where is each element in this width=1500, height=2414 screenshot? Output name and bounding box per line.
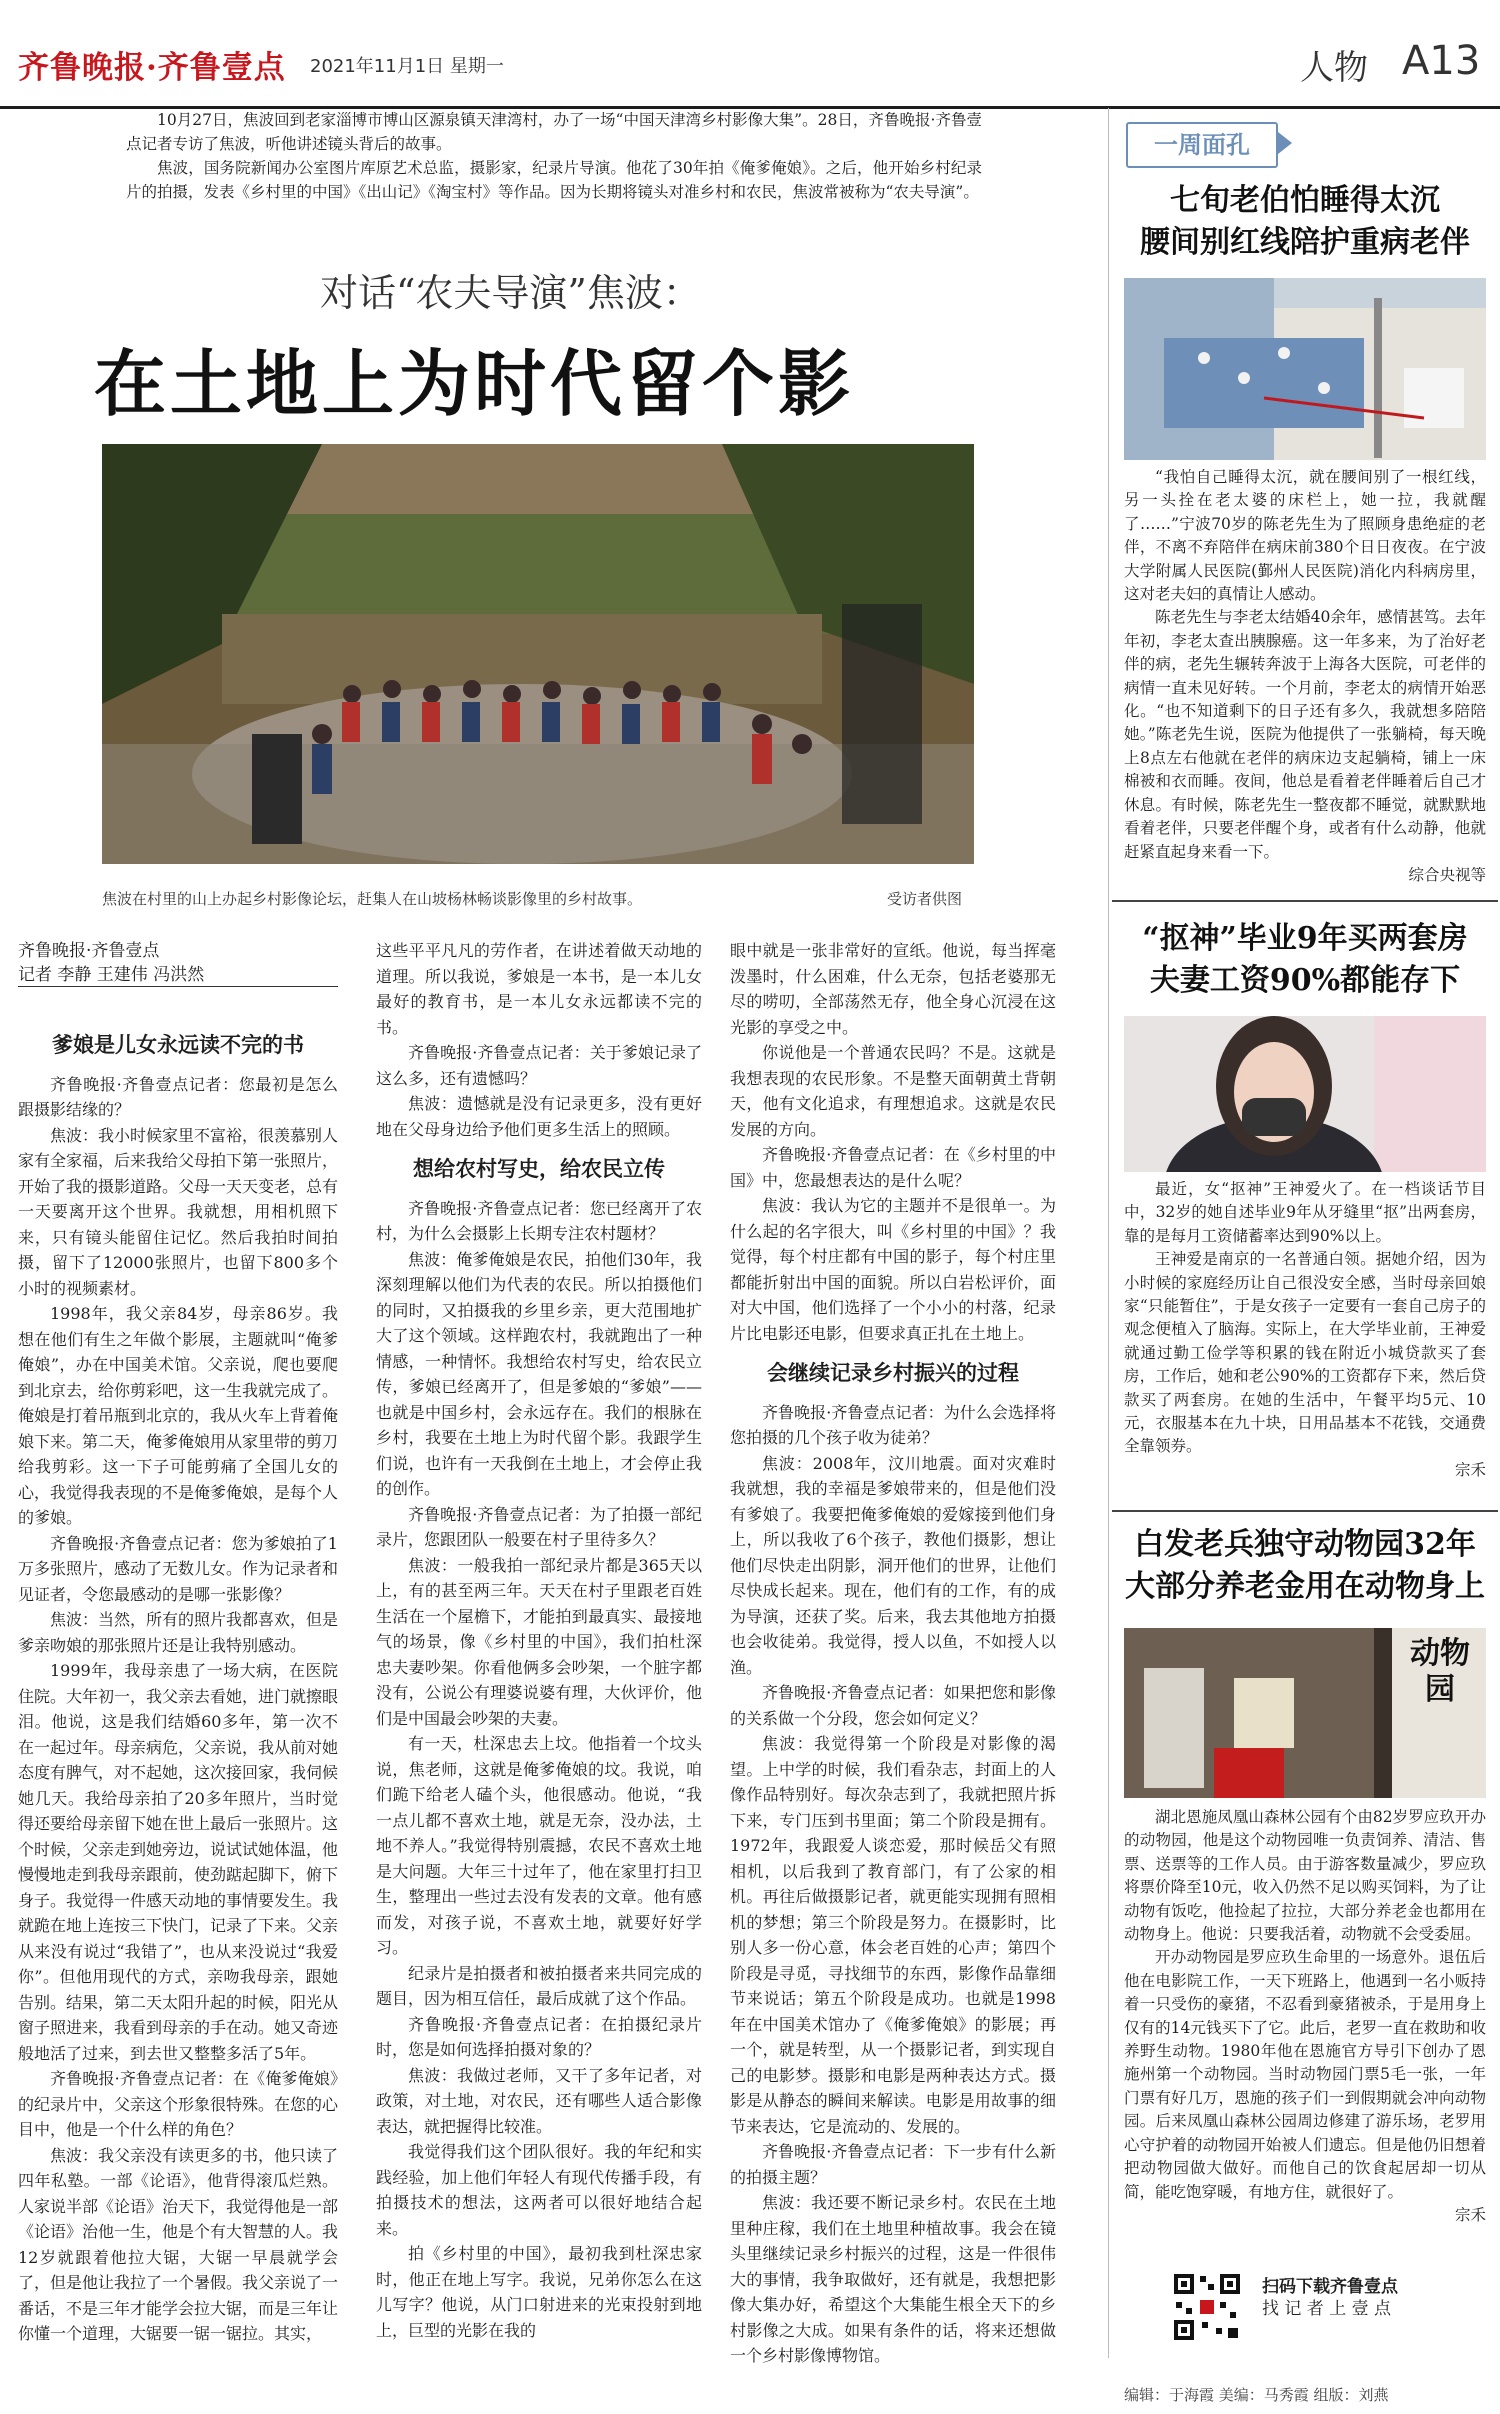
body-paragraph: 齐鲁晚报·齐鲁壹点记者：在拍摄纪录片时，您是如何选择拍摄对象的？ — [376, 2014, 702, 2059]
body-paragraph: 齐鲁晚报·齐鲁壹点记者：为什么会选择将您拍摄的几个孩子收为徒弟？ — [730, 1402, 1056, 1447]
body-paragraph: 齐鲁晚报·齐鲁壹点记者：您最初是怎么跟摄影结缘的？ — [18, 1074, 338, 1119]
section-heading: 爹娘是儿女永远读不完的书 — [52, 1032, 304, 1057]
sidebar-story1-title — [1120, 180, 1490, 264]
body-paragraph: 焦波：我觉得第一个阶段是对影像的渴望。上中学的时候，我们看杂志，封面上的人像作品特别好。每次杂志到了，我就把照片拆下来，专门压到书里面；第二个阶段是拥有。1972年，我跟爱人谈恋爱，那时候岳父有照相机，以后我到了教育部门，有了公家的相机。再往后做摄影记者，就更能实现拥有照相机的梦想；第三个阶段是努力。在摄影时，比别人多一份心意，体会老百姓的心声；第四个阶段是寻觅，寻找细节的东西，影像作品靠细节来说话；第五个阶段是成功。也就是1998年在中国美术馆办了《俺爹俺娘》的影展；再一个，就是转型，从一个摄影记者，到实现自己的电影梦。摄影和电影是两种表达方式。摄影是从静态的瞬间来解读。电影是用故事的细节来表达，它是流动的、发展的。 — [730, 1734, 1056, 2136]
body-paragraph: 焦波：我还要不断记录乡村。农民在土地里种庄稼，我们在土地里种植故事。我会在镜头里继续记录乡村振兴的过程，这是一件很伟大的事情，我争取做好，还有就是，我想把影像大集办好，希望这个大集能生根全天下的乡村影像之大成。如果有条件的话，将来还想做一个乡村影像博物馆。 — [730, 2193, 1056, 2365]
body-paragraph: 焦波：我父亲没有读更多的书，他只读了四年私塾。一部《论语》，他背得滚瓜烂熟。人家说半部《论语》治天下，我觉得他是一部《论语》治他一生，他是个有大智慧的人。我12岁就跟着他拉大锯，大锯一早晨就学会了，但是他让我拉了一个暑假。我父亲说了一番话，不是三年才能学会拉大锯，而是三年让你懂一个道理，大锯要一锯一锯拉。其实， — [18, 2145, 339, 2343]
article-column-1 — [18, 1018, 338, 2347]
body-paragraph: 纪录片是拍摄者和被拍摄者来共同完成的题目，因为相互信任，最后成就了这个作品。 — [376, 1963, 702, 2008]
sidebar-paragraph: 最近，女“抠神”王神爱火了。在一档谈话节目中，32岁的她自述毕业9年从牙缝里“抠”出两套房，靠的是每月工资储蓄率达到90%以上。 — [1124, 1180, 1486, 1245]
body-paragraph: 焦波：一般我拍一部纪录片都是365天以上，有的甚至两三年。天天在村子里跟老百姓生活在一个屋檐下，才能拍到最真实、最接地气的场景，像《乡村里的中国》，我们拍杜深忠夫妻吵架。你看他俩多会吵架，一个脏字都没有，公说公有理婆说婆有理，大伙评价，他们是中国最会吵架的夫妻。 — [376, 1555, 702, 1728]
sidebar-paragraph: 王神爱是南京的一名普通白领。据她介绍，因为小时候的家庭经历让自己很没安全感，当时母亲回娘家“只能暂住”，于是女孩子一定要有一套自己房子的观念便植入了脑海。实际上，在大学毕业前，王神爱就通过勤工俭学等积累的钱在附近小城贷款买了套房，工作后，她和老公90%的工资都存下来，然后贷款买了两套房。在她的生活中，午餐平均5元、10元，衣服基本在九十块，日用品基本不花钱，交通费全靠领券。 — [1124, 1250, 1486, 1456]
story3-photo-zoo-keeper — [1124, 1628, 1486, 1798]
body-paragraph: 你说他是一个普通农民吗？不是。这就是我想表现的农民形象。不是整天面朝黄土背朝天，他有文化追求，有理想追求。这就是农民发展的方向。 — [730, 1043, 1056, 1139]
body-paragraph: 齐鲁晚报·齐鲁壹点记者：关于爹娘记录了这么多，还有遗憾吗？ — [376, 1043, 702, 1088]
body-paragraph: 有一天，杜深忠去上坟。他指着一个坟头说，焦老师，这就是俺爹俺娘的坟。我说，咱们跪下给老人磕个头，他很感动。他说，“我一点儿都不喜欢土地，就是无奈，没办法，土地不养人。”我觉得特别震撼，农民不喜欢土地是大问题。大年三十过年了，他在家里打扫卫生，整理出一些过去没有发表的文章。他有感而发，对孩子说，不喜欢土地，就要好好学习。 — [376, 1734, 702, 1957]
issue-date: 2021年11月1日 星期一 — [310, 56, 504, 77]
body-paragraph: 眼中就是一张非常好的宣纸。他说，每当挥毫泼墨时，什么困难，什么无奈，包括老婆那无尽的唠叨，全部荡然无存，他全身心沉浸在这光影的享受之中。 — [730, 941, 1056, 1037]
body-paragraph: 齐鲁晚报·齐鲁壹点记者：为了拍摄一部纪录片，您跟团队一般要在村子里待多久？ — [376, 1504, 702, 1549]
body-paragraph: 焦波：遗憾就是没有记录更多，没有更好地在父母身边给予他们更多生活上的照顾。 — [376, 1094, 702, 1139]
photo-caption-text: 焦波在村里的山上办起乡村影像论坛，赶集人在山坡杨林畅谈影像里的乡村故事。 — [102, 890, 643, 908]
article-intro — [126, 108, 982, 204]
byline — [18, 940, 338, 987]
column-divider — [1108, 108, 1109, 2358]
page-number: A13 — [1402, 38, 1481, 84]
section-heading: 想给农村写史，给农民立传 — [413, 1156, 665, 1181]
body-paragraph: 焦波：我认为它的主题并不是很单一。为什么起的名字很大，叫《乡村里的中国》？我觉得，每个村庄都有中国的影子，每个村庄里都能折射出中国的面貌。所以白岩松评价，面对大中国，他们选择了一个小小的村落，纪录片比电影还电影，但要求真正扎在土地上。 — [730, 1196, 1056, 1343]
qr-caption-line: 扫码下载齐鲁壹点 — [1262, 2277, 1398, 2297]
intro-paragraph: 10月27日，焦波回到老家淄博市博山区源泉镇天津湾村，办了一场“中国天津湾乡村影像大集”。28日，齐鲁晚报·齐鲁壹点记者专访了焦波，听他讲述镜头背后的故事。 — [126, 111, 982, 153]
sidebar-story3-title — [1120, 1524, 1490, 1608]
editor-credits: 编辑：于海霞 美编：马秀霞 组版：刘燕 — [1124, 2386, 1389, 2404]
body-paragraph: 我觉得我们这个团队很好。我的年纪和实践经验，加上他们年轻人有现代传播手段，有拍摄技术的想法，这两者可以很好地结合起来。 — [376, 2142, 702, 2238]
body-paragraph: 齐鲁晚报·齐鲁壹点记者：下一步有什么新的拍摄主题？ — [730, 2142, 1056, 2187]
weekly-faces-badge: 一周面孔 — [1126, 122, 1278, 168]
section-name: 人物 — [1300, 48, 1368, 88]
section-heading: 会继续记录乡村振兴的过程 — [767, 1360, 1019, 1385]
body-paragraph: 焦波：2008年，汶川地震。面对灾难时我就想，我的幸福是爹娘带来的，但是他们没有爹娘了。我要把俺爹俺娘的爱嫁接到他们身上，所以我收了6个孩子，教他们摄影，想让他们尽快走出阴影，洞开他们的世界，让他们尽快成长起来。现在，他们有的工作，有的成为导演，还获了奖。后来，我去其他地方拍摄也会收徒弟。我觉得，授人以鱼，不如授人以渔。 — [730, 1453, 1056, 1677]
logo-dot: · — [146, 50, 158, 86]
sidebar-paragraph: 开办动物园是罗应玖生命里的一场意外。退伍后他在电影院工作，一天下班路上，他遇到一名小贩持着一只受伤的豪猪，不忍看到豪猪被杀，于是用身上仅有的14元钱买下了它。此后，老罗一直在救助和收养野生动物。1980年他在恩施官方导引下创办了恩施州第一个动物园。当时动物园门票5毛一张，一年门票有好几万，恩施的孩子们一到假期就会冲向动物园。后来凤凰山森林公园周边修建了游乐场，老罗用心守护着的动物园开始被人们遗忘。但是他仍旧想着把动物园做大做好。而他自己的饮食起居却一切从简，能吃饱穿暖，有地方住，就很好了。 — [1124, 1948, 1486, 2201]
qr-caption-line: 找 记 者 上 壹 点 — [1262, 2299, 1392, 2319]
body-paragraph: 焦波：我做过老师，又干了多年记者，对政策，对土地，对农民，还有哪些人适合影像表达，就把握得比较准。 — [376, 2065, 702, 2136]
story-title-line: “抠神”毕业9年买两套房 — [1142, 921, 1468, 956]
article-column-3 — [730, 938, 1056, 2369]
body-paragraph: 焦波：俺爹俺娘是农民，拍他们30年，我深刻理解以他们为代表的农民。所以拍摄他们的同时，又拍摄我的乡里乡亲，更大范围地扩大了这个领域。这样跑农村，我就跑出了一种情感，一种情怀。我想给农村写史，给农民立传，爹娘已经离开了，但是爹娘的“爹娘”——也就是中国乡村，会永远存在。我们的根脉在乡村，我要在土地上为时代留个影。我跟学生们说，也许有一天我倒在土地上，才会停止我的创作。 — [376, 1249, 702, 1498]
sidebar-story2-body — [1124, 1178, 1486, 1482]
body-paragraph: 拍《乡村里的中国》，最初我到杜深忠家时，他正在地上写字。我说，兄弟你怎么在这儿写字？他说，从门口射进来的光束投射到地上，巨型的光影在我的 — [376, 2244, 702, 2340]
badge-arrow-icon — [1278, 132, 1292, 154]
body-paragraph: 齐鲁晚报·齐鲁壹点记者：您为爹娘拍了1万多张照片，感动了无数儿女。作为记录者和见证者，令您最感动的是哪一张影像？ — [18, 1533, 339, 1604]
intro-paragraph: 焦波，国务院新闻办公室图片库原艺术总监，摄影家，纪录片导演。他花了30年拍《俺爹俺娘》。之后，他开始乡村纪录片的拍摄，发表《乡村里的中国》《出山记》《淘宝村》等作品。因为长期将镜头对准乡村和农民，焦波常被称为“农夫导演”。 — [126, 159, 982, 201]
body-paragraph: 齐鲁晚报·齐鲁壹点记者：在《俺爹俺娘》的纪录片中，父亲这个形象很特殊。在您的心目中，他是一个什么样的角色？ — [18, 2069, 339, 2139]
zoo-sign-text: 动物园 — [1410, 1636, 1470, 1707]
story1-photo-hospital-bed — [1124, 278, 1486, 460]
byline-reporters: 记者 李静 王建伟 冯洪然 — [18, 964, 338, 987]
sidebar-source: 宗禾 — [1454, 1460, 1486, 1479]
story-title-line: 腰间别红线陪护重病老伴 — [1140, 225, 1470, 260]
sidebar-divider — [1112, 1510, 1498, 1512]
body-paragraph: 齐鲁晚报·齐鲁壹点记者：如果把您和影像的关系做一个分段，您会如何定义？ — [730, 1683, 1056, 1728]
body-paragraph: 1999年，我母亲患了一场大病，在医院住院。大年初一，我父亲去看她，进门就擦眼泪。他说，这是我们结婚60多年，第一次不在一起过年。母亲病危，父亲说，我从前对她态度有脾气，对不起她，这次接回家，我伺候她几天。我给母亲拍了20多年照片，当时觉得还要给母亲留下她在世上最后一张照片。这个时候，父亲走到她旁边，说试试她体温，他慢慢地走到我母亲跟前，使劲踮起脚下，俯下身子。我觉得一件感天动地的事情要发生。我就跪在地上连按三下快门，记录了下来。父亲从来没有说过“我错了”，也从来没说过“我爱你”。但他用现代的方式，亲吻我母亲，跟她告别。结果，第二天太阳升起的时候，阳光从窗子照进来，我看到母亲的手在动。她又奇迹般地活了过来，到去世又整整多活了5年。 — [18, 1661, 339, 2063]
logo-left: 齐鲁晚报 — [18, 50, 146, 86]
story-title-line: 白发老兵独守动物园32年 — [1134, 1527, 1476, 1562]
qr-code-icon[interactable] — [1172, 2272, 1242, 2342]
story-title-line: 七旬老伯怕睡得太沉 — [1170, 183, 1440, 218]
byline-org: 齐鲁晚报·齐鲁壹点 — [18, 941, 160, 961]
article-column-2 — [376, 938, 702, 2343]
qr-caption — [1262, 2276, 1398, 2320]
body-paragraph: 焦波：当然，所有的照片我都喜欢，但是爹亲吻娘的那张照片还是让我特别感动。 — [18, 1610, 339, 1655]
body-paragraph: 齐鲁晚报·齐鲁壹点记者：在《乡村里的中国》中，您最想表达的是什么呢？ — [730, 1145, 1056, 1190]
sidebar-source: 宗禾 — [1454, 2205, 1486, 2224]
article-headline: 在土地上为时代留个影 — [94, 341, 855, 426]
sidebar-source: 综合央视等 — [1408, 865, 1486, 884]
sidebar-paragraph: “我怕自己睡得太沉，就在腰间别了一根红线，另一头拴在老太婆的床栏上，她一拉，我就醒了……”宁波70岁的陈老先生为了照顾身患绝症的老伴，不离不弃陪伴在病床前380个日日夜夜。在宁波大学附属人民医院(鄞州人民医院)消化内科病房里，这对老夫妇的真情让人感动。 — [1124, 468, 1486, 604]
story-title-line: 大部分养老金用在动物身上 — [1125, 1569, 1485, 1604]
sidebar-story1-body — [1124, 466, 1486, 887]
body-paragraph: 这些平平凡凡的劳作者，在讲述着做天动地的道理。所以我说，爹娘是一本书，是一本儿女最好的教育书，是一本儿女永远都读不完的书。 — [376, 941, 702, 1037]
sidebar-divider — [1112, 900, 1498, 902]
photo-caption — [102, 888, 974, 909]
body-paragraph: 齐鲁晚报·齐鲁壹点记者：您已经离开了农村，为什么会摄影上长期专注农村题材？ — [376, 1198, 702, 1243]
body-paragraph: 1998年，我父亲84岁，母亲86岁。我想在他们有生之年做个影展，主题就叫“俺爹俺娘”，办在中国美术馆。父亲说，爬也要爬到北京去，给你剪彩吧，这一生我就完成了。俺娘是打着吊瓶到北京的，我从火车上背着俺娘下来。第二天，俺爹俺娘用从家里带的剪刀给我剪彩。这一下子可能剪痛了全国儿女的心，我觉得我表现的不是俺爹俺娘，是每个人的爹娘。 — [18, 1304, 339, 1527]
story2-photo-woman-mask — [1124, 1016, 1486, 1172]
logo-right: 齐鲁壹点 — [157, 50, 286, 86]
main-photo-crowd-hillside — [102, 444, 974, 864]
sidebar-paragraph: 湖北恩施凤凰山森林公园有个由82岁罗应玖开办的动物园，他是这个动物园唯一负责饲养、清洁、售票、送票等的工作人员。由于游客数量减少，罗应玖将票价降至10元，收入仍然不足以购买饲料，为了让动物有饭吃，他捡起了拉拉，大部分养老金也都用在动物身上。他说：只要我活着，动物就不会受委屈。 — [1124, 1808, 1486, 1944]
newspaper-logo — [18, 42, 286, 87]
sidebar-story3-body — [1124, 1806, 1486, 2227]
photo-credit: 受访者供图 — [886, 890, 962, 908]
body-paragraph: 焦波：我小时候家里不富裕，很羡慕别人家有全家福，后来我给父母拍下第一张照片，开始了我的摄影道路。父母一天天变老，总有一天要离开这个世界。我就想，用相机照下来，只有镜头能留住记忆。然后我拍时间拍摄，留下了12000张照片，也留下800多个小时的视频素材。 — [18, 1125, 339, 1298]
article-kicker: 对话“农夫导演”焦波： — [320, 271, 701, 315]
sidebar-paragraph: 陈老先生与李老太结婚40余年，感情甚笃。去年年初，李老太查出胰腺癌。这一年多来，为了治好老伴的病，老先生辗转奔波于上海各大医院，可老伴的病情一直未见好转。一个月前，李老太的病情开始恶化。“也不知道剩下的日子还有多久，我就想多陪陪她。”陈老先生说，医院为他提供了一张躺椅，每天晚上8点左右他就在老伴的病床边支起躺椅，铺上一床棉被和衣而睡。夜间，他总是看着老伴睡着后自己才休息。有时候，陈老先生一整夜都不睡觉，就默默地看着老伴，只要老伴醒个身，或者有什么动静，他就赶紧直起身来看一下。 — [1124, 608, 1486, 861]
sidebar-story2-title — [1120, 918, 1490, 1002]
masthead — [0, 0, 1500, 109]
story-title-line: 夫妻工资90%都能存下 — [1149, 963, 1461, 998]
